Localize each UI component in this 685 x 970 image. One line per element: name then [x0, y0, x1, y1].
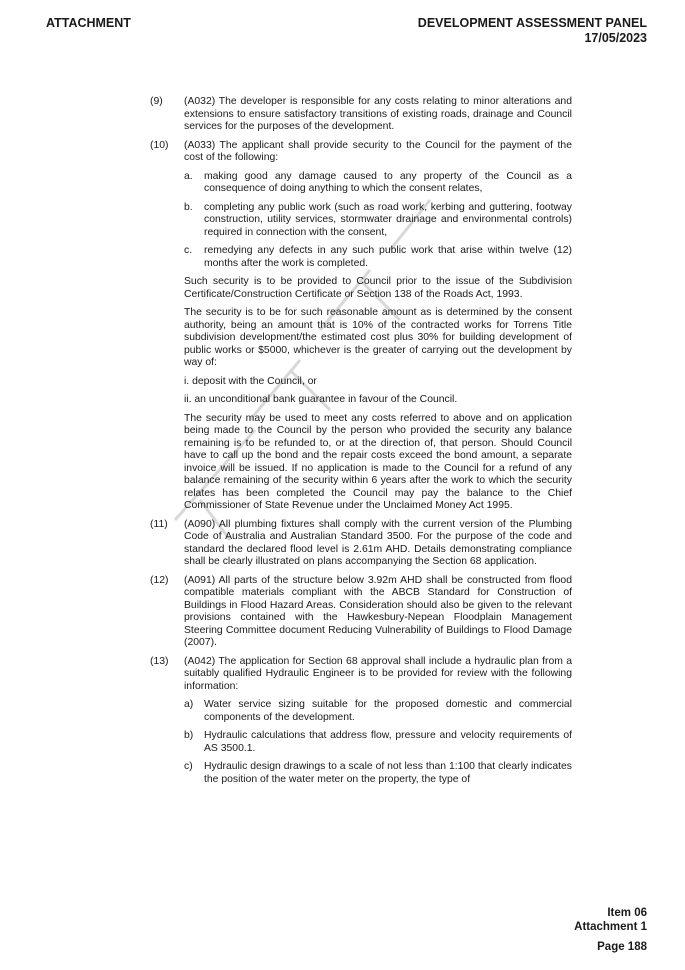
subitem-letter: a. [184, 170, 193, 182]
condition-12 [150, 575, 572, 650]
subitem-text: making good any damage caused to any property of the Council as a consequence of doing anything to which the consent relates, [204, 170, 572, 194]
security-timing-paragraph: Such security is to be provided to Council prior to the issue of the Subdivision Certificate/Construction Certificate or Section 138 of the Roads Act, 1993. [184, 276, 572, 300]
condition-text: (A091) All parts of the structure below 3.92m AHD shall be constructed from flood compatible materials compliant with the ABCB Standard for Construction of Buildings in Flood Hazard Areas. Consideration should also be given to the relevant provisions contained with the Hawkesbury-Nepean Floodplain Management Steering Committee document Reducing Vulnerability of Buildings to Flood Damage (2007). [184, 574, 572, 648]
subitem-text: Hydraulic calculations that address flow, pressure and velocity requirements of AS 3500.1. [204, 730, 572, 754]
conditions-list [150, 96, 572, 792]
condition-text: (A032) The developer is responsible for any costs relating to minor alterations and extensions to ensure satisfactory transitions of existing roads, drainage and Council services for the purposes of the development. [184, 96, 572, 132]
subitem-letter: c. [184, 245, 193, 256]
subitem-letter: c) [184, 761, 193, 772]
subitem-letter: b) [184, 730, 194, 741]
condition-number: (9) [150, 96, 163, 107]
condition-number: (12) [150, 574, 169, 586]
option-bank-guarantee: ii. an unconditional bank guarantee in favour of the Council. [184, 394, 458, 405]
condition-number: (11) [150, 518, 168, 530]
hydraulic-item-a [150, 699, 572, 724]
footer-page-number: Page 188 [597, 941, 647, 953]
security-use-paragraph: The security may be used to meet any costs referred to above and on application being made to the Council by the person who provided the security any balance remaining is to be refunded to, or at the direction of, that person. Should Council have to call up the bond and the repair costs exceed the bond amount, a separate invoice will be issued. If no application is made to the Council for a refund of any balance remaining of the security within 6 years after the work to which the security relates has been completed the Council may pay the balance to the Chief Commissioner of State Revenue under the Unclaimed Money Act 1995. [184, 412, 572, 511]
hydraulic-item-c [150, 761, 572, 786]
condition-text: (A033) The applicant shall provide security to the Council for the payment of the cost of the following: [184, 139, 572, 163]
header-attachment-label: ATTACHMENT [46, 16, 131, 30]
subitem-letter: a) [184, 699, 194, 710]
subitem-a [150, 171, 572, 196]
condition-13 [150, 656, 572, 694]
header-date: 17/05/2023 [584, 31, 647, 45]
subitem-text: remedying any defects in any such public work that arise within twelve (12) months after the work is completed. [204, 245, 572, 269]
subitem-letter: b. [184, 201, 193, 213]
footer-attachment-label: Attachment 1 [574, 921, 647, 933]
condition-number: (13) [150, 655, 169, 667]
condition-11 [150, 519, 572, 569]
header-panel-title: DEVELOPMENT ASSESSMENT PANEL [417, 16, 647, 30]
condition-9 [150, 96, 572, 134]
footer-item-label: Item 06 [607, 907, 647, 919]
subitem-text: completing any public work (such as road work, kerbing and guttering, footway construction, utility services, stormwater drainage and environmental controls) required in connection with the consent, [204, 201, 572, 238]
header-panel-block [418, 16, 647, 46]
condition-10 [150, 140, 572, 165]
condition-number: (10) [150, 139, 169, 151]
subitem-text: Water service sizing suitable for the proposed domestic and commercial components of the development. [204, 699, 572, 723]
option-deposit: i. deposit with the Council, or [184, 375, 317, 387]
condition-text: (A090) All plumbing fixtures shall comply with the current version of the Plumbing Code of Australia and Australian Standard 3500. For the purpose of the code and standard the declared flood level is 2.61m AHD. Details demonstrating compliance shall be clearly illustrated on plans accompanying the Section 68 application. [184, 518, 572, 567]
subitem-c [150, 245, 572, 270]
condition-text: (A042) The application for Section 68 approval shall include a hydraulic plan from a suitably qualified Hydraulic Engineer is to be provided for review with the following information: [184, 655, 572, 692]
security-amount-paragraph: The security is to be for such reasonable amount as is determined by the consent authority, being an amount that is 10% of the contracted works for Torrens Title subdivision development/the estimated cost plus 30% for building development of public works or $5000, whichever is the greater of carrying out the development by way of: [184, 307, 572, 368]
hydraulic-item-b [150, 730, 572, 755]
subitem-b [150, 202, 572, 240]
subitem-text: Hydraulic design drawings to a scale of not less than 1:100 that clearly indicates the position of the water meter on the property, the type of [204, 761, 572, 785]
